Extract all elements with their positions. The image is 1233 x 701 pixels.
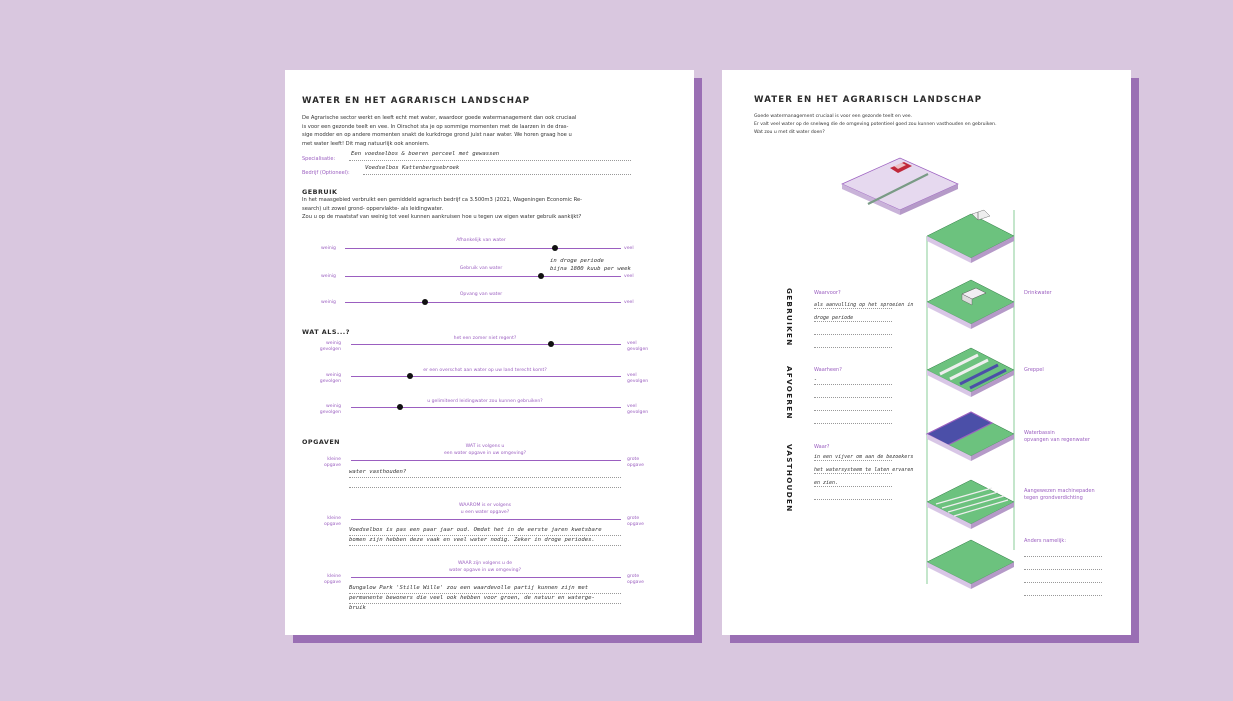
answer-underline	[349, 535, 621, 536]
min-word: opgave	[323, 463, 341, 468]
layer-greppel	[927, 348, 1014, 397]
label-machinepaden: Aangewezen machinepaden tegen grondverdichting	[1024, 488, 1095, 501]
min-word: kleine	[327, 457, 341, 462]
answer-underline	[814, 384, 892, 385]
bedrijf-underline	[363, 174, 631, 175]
opgave-min-label	[313, 457, 341, 469]
slider-track[interactable]	[345, 302, 621, 303]
watals-label: u gelimiteerd leidingwater zou kunnen gebruiken?	[427, 399, 543, 404]
gebruik-line: Zou u op de maatstaf van weinig tot veel kunnen aankruisen hoe u tegen uw eigen water gebruik aankijkt?	[302, 214, 582, 221]
intro-line: met water leeft! Dit mag natuurlijk ook anoniem.	[302, 140, 430, 147]
answer-underline	[349, 593, 621, 594]
gebruik-line: In het maasgebied verbruikt een gemiddeld agrarisch bedrijf ca 3.500m3 (2021, Wageningen Economic Re-	[302, 197, 583, 203]
opgave-question	[351, 561, 619, 574]
slider-max-label: veel	[624, 274, 634, 279]
intro-line: Wat zou u met dit water doen?	[754, 130, 825, 136]
answer-line: -	[814, 377, 818, 383]
slider-track[interactable]	[345, 276, 621, 277]
slider-handle[interactable]	[552, 245, 558, 251]
answer-underline	[814, 460, 892, 461]
max-word: veel	[627, 341, 637, 346]
layer-machinepaden	[927, 480, 1014, 529]
opgave-question	[351, 503, 619, 516]
question-line: WAT is volgens u	[465, 444, 505, 449]
answer-line: droge periode	[814, 315, 854, 321]
slider-track[interactable]	[345, 248, 621, 249]
answer-line: en zien.	[814, 480, 839, 486]
opgave-min-label	[313, 574, 341, 586]
slider-min-label: weinig	[321, 246, 336, 251]
answer-underline	[349, 477, 621, 478]
label-drinkwater: Drinkwater	[1024, 290, 1052, 296]
slider-max-label: veel	[624, 246, 634, 251]
answer-underline	[814, 308, 892, 309]
intro-line: De Agrarische sector werkt en leeft echt met water, waardoor goede watermanagement dan ook cruciaal	[302, 115, 577, 121]
watals-track[interactable]	[351, 376, 621, 377]
min-word: gevolgen	[319, 379, 341, 384]
opgave-max-label	[627, 574, 644, 586]
answer-line: bruik	[349, 605, 366, 611]
slider-label: Gebruik van water	[459, 266, 503, 271]
left-intro	[302, 114, 682, 148]
slider-max-label: veel	[624, 300, 634, 305]
opgave-track[interactable]	[351, 460, 621, 461]
anders-underline[interactable]	[1024, 556, 1102, 557]
answer-underline	[349, 603, 621, 604]
watals-handle[interactable]	[548, 341, 554, 347]
slider-min-label: weinig	[321, 274, 336, 279]
min-word: gevolgen	[319, 410, 341, 415]
opgave-question	[351, 444, 619, 457]
answer-line: het watersysteem te laten ervaren	[814, 467, 914, 473]
watals-min-label	[315, 404, 341, 416]
label-greppel: Greppel	[1024, 367, 1044, 373]
answer-line: Bungalow Park 'Stille Wille' zou een waardevolle partij kunnen zijn met	[349, 585, 589, 591]
max-word: opgave	[627, 522, 645, 527]
label-anders: Anders namelijk:	[1024, 538, 1067, 544]
question-line: u een water opgave?	[460, 509, 510, 515]
left-sheet	[285, 70, 694, 635]
slider-handle[interactable]	[538, 273, 544, 279]
answer-underline	[814, 473, 892, 474]
answer-underline	[814, 486, 892, 487]
answer-line: in een vijver om aan de bezoekers	[814, 454, 914, 460]
watals-handle[interactable]	[407, 373, 413, 379]
answer-line: Voedselbos is pas een paar jaar oud. Omdat het in de eerste jaren kwetsbare	[349, 527, 602, 533]
watals-max-label	[627, 373, 648, 385]
question-waarvoor: Waarvoor?	[814, 290, 841, 296]
max-word: veel	[627, 373, 637, 378]
specialisatie-label: Specialisatie:	[302, 156, 336, 162]
opgave-min-label	[313, 516, 341, 528]
watals-track[interactable]	[351, 407, 621, 408]
answer-line: als aanvulling op het sproeien in	[814, 302, 914, 308]
min-word: weinig	[326, 404, 341, 409]
min-word: kleine	[327, 516, 341, 521]
layer-waterbassin	[927, 412, 1014, 461]
right-intro	[754, 113, 997, 138]
max-word: grote	[627, 457, 640, 462]
left-title: WATER EN HET AGRARISCH LANDSCHAP	[302, 96, 531, 106]
watals-min-label	[315, 341, 341, 353]
answer-underline	[349, 487, 621, 488]
opgave-track[interactable]	[351, 577, 621, 578]
min-word: opgave	[323, 522, 341, 527]
watals-handle[interactable]	[397, 404, 403, 410]
gebruik-text	[302, 196, 682, 222]
layer-bottom	[927, 540, 1014, 589]
opgaven-title: OPGAVEN	[302, 438, 341, 446]
answer-underline	[814, 347, 892, 348]
specialisatie-field[interactable]: Een voedselbos & boeren perceel met gewassen	[351, 151, 500, 157]
max-word: grote	[627, 516, 640, 521]
watals-max-label	[627, 404, 648, 416]
opgave-answer[interactable]	[349, 583, 595, 613]
question-waarheen: Waarheen?	[814, 367, 842, 373]
answer-line: water vasthouden?	[349, 469, 407, 475]
watals-max-label	[627, 341, 648, 353]
answer-underline	[814, 423, 892, 424]
opgave-answer[interactable]	[349, 467, 406, 477]
max-word: opgave	[627, 463, 645, 468]
answer-line: bomen zijn hebben deze vaak en veel water nodig. Zeker in droge periodes.	[349, 537, 595, 543]
slider-label: Afhankelijk van water	[456, 238, 506, 243]
section-label-vasthouden: VASTHOUDEN	[785, 444, 794, 513]
answer-underline	[814, 397, 892, 398]
layer-top	[927, 210, 1014, 263]
watals-label: er een overschot aan water op uw land terecht komt?	[423, 368, 547, 373]
watals-track[interactable]	[351, 344, 621, 345]
min-word: opgave	[323, 580, 341, 585]
bedrijf-field[interactable]: Voedselbos Kattenbergsebroek	[365, 165, 460, 171]
question-waar: Waar?	[814, 444, 830, 450]
answer-underline	[349, 545, 621, 546]
min-word: weinig	[326, 341, 341, 346]
question-line: WAAR zijn volgens u de	[457, 561, 513, 566]
max-word: grote	[627, 574, 640, 579]
right-sheet	[722, 70, 1131, 635]
highway-plate	[842, 158, 958, 215]
gebruik-line: search) uit zowel grond- oppervlakte- als leidingwater.	[302, 205, 444, 212]
intro-line: Er valt veel water op de snelweg die de omgeving potentieel goed zou kunnen vasthouden en gebruiken.	[754, 122, 997, 128]
answer-underline	[814, 410, 892, 411]
intro-line: is voor een gezonde teelt en vee. In Oirschot sta je op sommige momenten met de laarzen in de dras-	[302, 123, 569, 130]
min-word: gevolgen	[319, 347, 341, 352]
slider-handle[interactable]	[422, 299, 428, 305]
max-word: gevolgen	[627, 347, 649, 352]
slider-note: in droge periode	[550, 258, 604, 264]
answer-waar[interactable]	[814, 451, 913, 490]
answer-underline	[814, 321, 892, 322]
question-line: WAAROM is er volgens	[458, 503, 512, 508]
section-label-afvoeren: AFVOEREN	[785, 366, 794, 420]
watals-title: WAT ALS...?	[302, 328, 350, 336]
gebruik-title: GEBRUIK	[302, 188, 338, 196]
right-title: WATER EN HET AGRARISCH LANDSCHAP	[754, 95, 983, 105]
question-line: een water opgave in uw omgeving?	[443, 450, 527, 456]
min-word: kleine	[327, 574, 341, 579]
isometric-illustration	[832, 152, 1032, 602]
answer-underline	[814, 334, 892, 335]
anders-underline[interactable]	[1024, 595, 1102, 596]
opgave-max-label	[627, 457, 644, 469]
intro-line: sige modder en op andere momenten snakt de kurkdroge grond juist naar water. We horen graag hoe u	[302, 132, 572, 139]
slider-label: Opvang van water	[459, 292, 503, 297]
slider-min-label: weinig	[321, 300, 336, 305]
opgave-track[interactable]	[351, 519, 621, 520]
watals-min-label	[315, 373, 341, 385]
max-word: gevolgen	[627, 379, 649, 384]
watals-label: het een zomer niet regent?	[453, 336, 517, 341]
slider-note: bijna 1800 kuub per week	[550, 266, 631, 272]
answer-underline	[814, 499, 892, 500]
section-label-gebruiken: GEBRUIKEN	[785, 288, 794, 347]
answer-line: permanente bewoners die veel ook hebben voor groen, de natuur en waterge-	[349, 595, 595, 601]
layer-drinkwater	[927, 280, 1014, 329]
max-word: veel	[627, 404, 637, 409]
min-word: weinig	[326, 373, 341, 378]
intro-line: Goede watermanagement cruciaal is voor een gezonde teelt en vee.	[754, 114, 913, 119]
anders-underline[interactable]	[1024, 569, 1102, 570]
bedrijf-label: Bedrijf (Optioneel):	[302, 170, 350, 176]
max-word: gevolgen	[627, 410, 649, 415]
question-line: water opgave in uw omgeving?	[448, 567, 522, 573]
opgave-max-label	[627, 516, 644, 528]
anders-underline[interactable]	[1024, 582, 1102, 583]
max-word: opgave	[627, 580, 645, 585]
specialisatie-underline	[349, 160, 631, 161]
label-waterbassin: Waterbassin opvangen van regenwater	[1024, 430, 1090, 443]
